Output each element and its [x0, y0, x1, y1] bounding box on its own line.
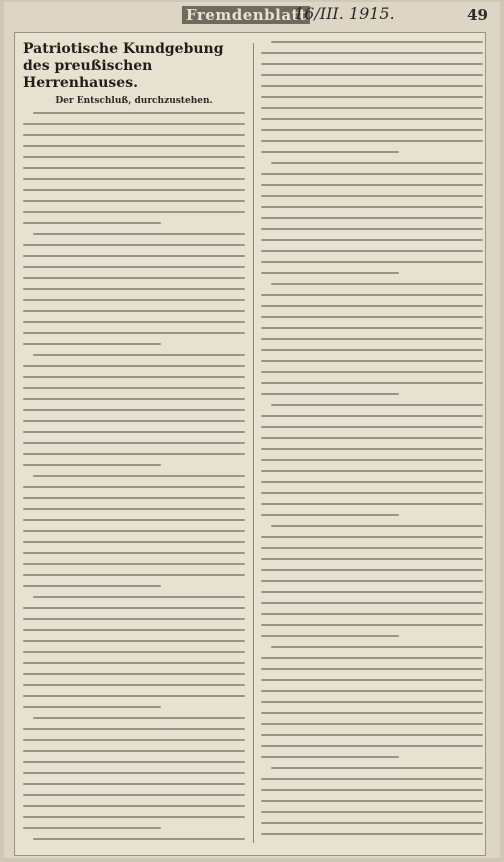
text-line-placeholder — [261, 261, 483, 263]
text-line-placeholder — [23, 739, 245, 741]
text-line-placeholder — [23, 827, 161, 829]
text-line-placeholder — [23, 464, 161, 466]
text-line-placeholder — [261, 415, 483, 417]
text-line-placeholder — [261, 701, 483, 703]
text-line-placeholder — [23, 574, 245, 576]
text-line-placeholder — [261, 349, 483, 351]
text-line-placeholder — [261, 602, 483, 604]
text-line-placeholder — [261, 382, 483, 384]
text-line-placeholder — [23, 772, 245, 774]
text-line-placeholder — [23, 387, 245, 389]
text-line-placeholder — [23, 728, 245, 730]
text-line-placeholder — [261, 52, 483, 54]
text-line-placeholder — [23, 497, 245, 499]
text-line-placeholder — [261, 63, 483, 65]
text-line-placeholder — [23, 277, 245, 279]
text-line-placeholder — [33, 717, 245, 719]
text-line-placeholder — [261, 547, 483, 549]
text-line-placeholder — [261, 679, 483, 681]
body-text-lines — [23, 112, 245, 840]
text-line-placeholder — [23, 200, 245, 202]
text-line-placeholder — [261, 206, 483, 208]
text-line-placeholder — [261, 294, 483, 296]
text-line-placeholder — [261, 569, 483, 571]
text-line-placeholder — [23, 640, 245, 642]
text-line-placeholder — [271, 162, 483, 164]
text-line-placeholder — [261, 536, 483, 538]
text-line-placeholder — [23, 376, 245, 378]
text-line-placeholder — [33, 112, 245, 114]
text-line-placeholder — [261, 591, 483, 593]
text-line-placeholder — [261, 338, 483, 340]
text-line-placeholder — [23, 431, 245, 433]
text-line-placeholder — [23, 662, 245, 664]
text-line-placeholder — [23, 299, 245, 301]
column-divider — [253, 43, 254, 843]
text-line-placeholder — [23, 310, 245, 312]
text-line-placeholder — [261, 668, 483, 670]
text-line-placeholder — [23, 618, 245, 620]
text-line-placeholder — [23, 255, 245, 257]
page — [4, 2, 500, 858]
text-line-placeholder — [261, 228, 483, 230]
text-line-placeholder — [23, 519, 245, 521]
text-line-placeholder — [261, 250, 483, 252]
text-line-placeholder — [23, 167, 245, 169]
text-line-placeholder — [23, 761, 245, 763]
text-line-placeholder — [271, 525, 483, 527]
text-line-placeholder — [261, 129, 483, 131]
text-line-placeholder — [261, 360, 483, 362]
text-line-placeholder — [271, 404, 483, 406]
text-line-placeholder — [23, 332, 245, 334]
text-line-placeholder — [261, 723, 483, 725]
text-line-placeholder — [23, 156, 245, 158]
text-line-placeholder — [23, 684, 245, 686]
text-line-placeholder — [261, 272, 399, 274]
text-line-placeholder — [33, 838, 245, 840]
text-line-placeholder — [261, 437, 483, 439]
text-line-placeholder — [23, 321, 245, 323]
text-line-placeholder — [23, 706, 161, 708]
article-headline: Patriotische Kundgebung des preußischen Herrenhauses. — [23, 41, 224, 91]
text-line-placeholder — [23, 211, 245, 213]
text-line-placeholder — [23, 398, 245, 400]
text-line-placeholder — [23, 783, 245, 785]
page-header — [4, 2, 500, 32]
text-line-placeholder — [23, 695, 245, 697]
text-line-placeholder — [23, 805, 245, 807]
text-line-placeholder — [261, 635, 399, 637]
newspaper-name: Fremdenblatt — [182, 6, 310, 24]
text-line-placeholder — [261, 833, 483, 835]
text-line-placeholder — [261, 822, 483, 824]
text-line-placeholder — [23, 178, 245, 180]
text-line-placeholder — [23, 563, 245, 565]
text-line-placeholder — [261, 107, 483, 109]
text-line-placeholder — [23, 816, 245, 818]
text-line-placeholder — [23, 486, 245, 488]
text-line-placeholder — [261, 173, 483, 175]
text-line-placeholder — [261, 184, 483, 186]
text-line-placeholder — [261, 459, 483, 461]
text-line-placeholder — [23, 409, 245, 411]
body-text-lines — [261, 41, 483, 835]
text-line-placeholder — [23, 145, 245, 147]
text-line-placeholder — [23, 453, 245, 455]
text-line-placeholder — [261, 118, 483, 120]
text-line-placeholder — [23, 420, 245, 422]
text-line-placeholder — [23, 222, 161, 224]
text-line-placeholder — [23, 508, 245, 510]
text-line-placeholder — [261, 657, 483, 659]
text-line-placeholder — [23, 585, 161, 587]
text-line-placeholder — [261, 96, 483, 98]
article-column-right — [261, 41, 483, 844]
text-line-placeholder — [23, 123, 245, 125]
text-line-placeholder — [261, 778, 483, 780]
article-column-left — [23, 41, 245, 849]
text-line-placeholder — [261, 613, 483, 615]
text-line-placeholder — [23, 266, 245, 268]
text-line-placeholder — [271, 646, 483, 648]
text-line-placeholder — [23, 343, 161, 345]
text-line-placeholder — [23, 750, 245, 752]
text-line-placeholder — [23, 552, 245, 554]
text-line-placeholder — [261, 734, 483, 736]
text-line-placeholder — [261, 426, 483, 428]
text-line-placeholder — [261, 195, 483, 197]
text-line-placeholder — [261, 624, 483, 626]
text-line-placeholder — [23, 244, 245, 246]
text-line-placeholder — [23, 541, 245, 543]
text-line-placeholder — [261, 745, 483, 747]
text-line-placeholder — [23, 189, 245, 191]
text-line-placeholder — [261, 492, 483, 494]
text-line-placeholder — [261, 151, 399, 153]
text-line-placeholder — [261, 393, 399, 395]
newspaper-clipping — [14, 32, 486, 856]
text-line-placeholder — [23, 134, 245, 136]
text-line-placeholder — [261, 800, 483, 802]
text-line-placeholder — [23, 607, 245, 609]
text-line-placeholder — [23, 288, 245, 290]
text-line-placeholder — [271, 767, 483, 769]
text-line-placeholder — [271, 41, 483, 43]
text-line-placeholder — [261, 140, 483, 142]
text-line-placeholder — [23, 365, 245, 367]
text-line-placeholder — [261, 712, 483, 714]
text-line-placeholder — [261, 756, 399, 758]
text-line-placeholder — [33, 354, 245, 356]
text-line-placeholder — [33, 233, 245, 235]
text-line-placeholder — [261, 239, 483, 241]
text-line-placeholder — [261, 217, 483, 219]
text-line-placeholder — [261, 316, 483, 318]
article-subhead: Der Entschluß, durchzustehen. — [55, 96, 213, 106]
text-line-placeholder — [261, 481, 483, 483]
text-line-placeholder — [23, 530, 245, 532]
text-line-placeholder — [33, 596, 245, 598]
text-line-placeholder — [261, 85, 483, 87]
text-line-placeholder — [261, 448, 483, 450]
text-line-placeholder — [23, 629, 245, 631]
text-line-placeholder — [23, 442, 245, 444]
text-line-placeholder — [261, 558, 483, 560]
text-line-placeholder — [261, 503, 483, 505]
text-line-placeholder — [261, 789, 483, 791]
text-line-placeholder — [261, 811, 483, 813]
text-line-placeholder — [261, 514, 399, 516]
text-line-placeholder — [261, 327, 483, 329]
text-line-placeholder — [261, 74, 483, 76]
text-line-placeholder — [261, 690, 483, 692]
text-line-placeholder — [271, 283, 483, 285]
text-line-placeholder — [33, 475, 245, 477]
text-line-placeholder — [261, 305, 483, 307]
text-line-placeholder — [23, 651, 245, 653]
text-line-placeholder — [261, 580, 483, 582]
handwritten-date: 16/III. 1915. — [294, 4, 395, 23]
page-number: 49 — [467, 6, 488, 24]
text-line-placeholder — [23, 794, 245, 796]
text-line-placeholder — [261, 371, 483, 373]
text-line-placeholder — [261, 470, 483, 472]
text-line-placeholder — [23, 673, 245, 675]
